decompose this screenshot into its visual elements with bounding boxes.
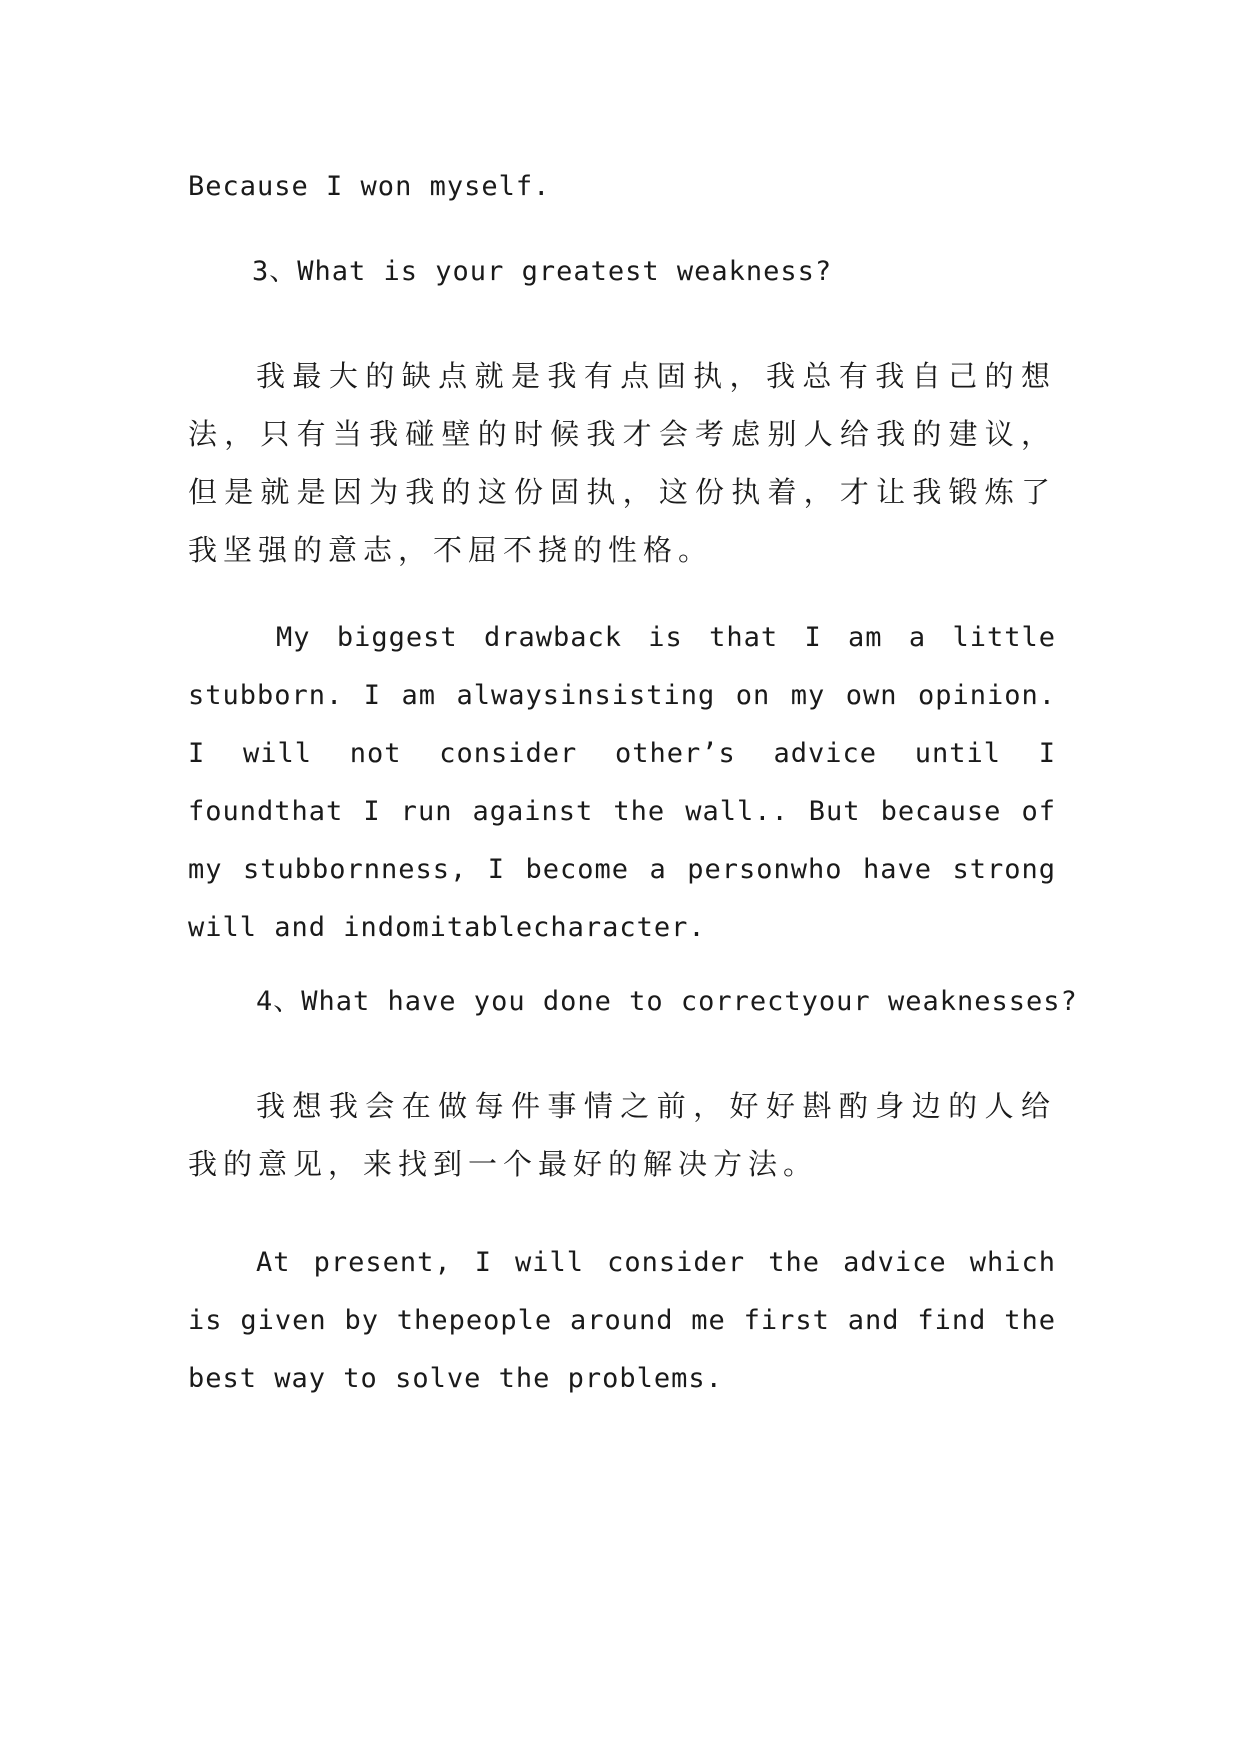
question-4-answer-chinese: 我想我会在做每件事情之前，好好斟酌身边的人给我的意见，来找到一个最好的解决方法。 bbox=[188, 1089, 1056, 1181]
question-3-answer-english: My biggest drawback is that I am a little stubborn. I am alwaysinsisting on my own opinion. I will not consider other’s advice until I foundthat I run against the wall.. But because of my stubbornness, I become a personwho have strong will and indomitablecharacter. bbox=[188, 622, 1056, 943]
paragraph-because-i-won-myself: Because I won myself. bbox=[188, 171, 551, 202]
question-3-heading: 3、What is your greatest weakness? bbox=[252, 256, 833, 287]
question-4-answer-english: At present, I will consider the advice which is given by thepeople around me first and find the best way to solve the problems. bbox=[188, 1247, 1056, 1394]
question-3-answer-chinese: 我最大的缺点就是我有点固执，我总有我自己的想法，只有当我碰壁的时候我才会考虑别人给我的建议，但是就是因为我的这份固执，这份执着，才让我锻炼了我坚强的意志，不屈不挠的性格。 bbox=[188, 359, 1056, 567]
question-4-heading: 4、What have you done to correctyour weaknesses? bbox=[256, 986, 1078, 1017]
